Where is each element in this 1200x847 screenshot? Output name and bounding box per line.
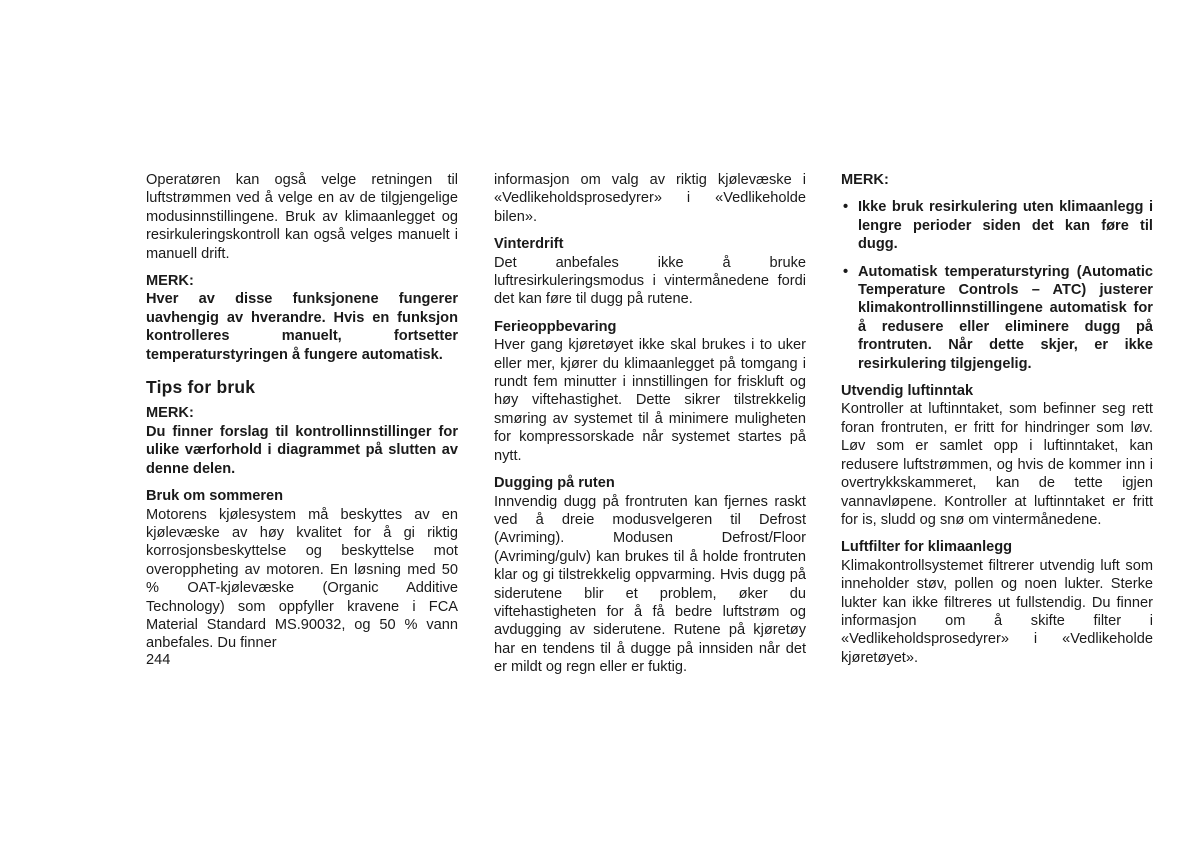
bullet-icon: •: [843, 199, 849, 216]
page-number: 244: [146, 652, 171, 668]
paragraph-vacation: Hver gang kjøretøyet ikke skal brukes i to uker eller mer, kjører du klimaanlegget på tomgang i rundt fem minutter i innstillingen for friskluft og høy viftehastighet. Dette sikrer tilstrekkelig smøring av systemet til å minimere muligheten for kompressorskade når systemet startes på nytt.: [494, 337, 806, 464]
list-item: [841, 263, 1153, 373]
paragraph-air-filter: Klimakontrollsystemet filtrerer utvendig luft som inneholder støv, pollen og noen lukter. Sterke lukter kan ikke filtreres ut fullstendig. Du finner informasjon om å skifte filter i «Vedlikeholdsprosedyrer» i «Vedlikeholde kjøretøyet».: [841, 557, 1153, 666]
paragraph-coolant-info: informasjon om valg av riktig kjølevæske i «Vedlikeholdsprosedyrer» i «Vedlikeholde bilen».: [494, 172, 806, 225]
bullet-icon: •: [843, 263, 849, 280]
note-label: MERK:: [146, 405, 194, 422]
bullet-text: Ikke bruk resirkulering uten klimaanlegg i lengre perioder siden det kan føre til dugg.: [858, 199, 1153, 253]
paragraph-winter: Det anbefales ikke å bruke luftresirkuleringsmodus i vintermånedene fordi det kan føre til dugg på rutene.: [494, 254, 806, 308]
right-column: [841, 171, 1153, 676]
paragraph-fogging: Innvendig dugg på frontruten kan fjernes raskt ved å dreie modusvelgeren til Defrost (Avriming). Modusen Defrost/Floor (Avriming/gulv) kan brukes til å holde frontruten klar og gi tilstrekkelig oppvarming. Hvis dugg på siderutene blir et problem, øker du viftehastigheten for å få bedre luftstrøm og avdugging av siderutene. Rutene på kjøretøy har en tendens til å dugge på innsiden når det er mildt og regn eller er fuktig.: [494, 493, 806, 676]
paragraph-summer: Motorens kjølesystem må beskyttes av en kjølevæske av høy kvalitet for å gi riktig korrosjonsbeskyttelse og beskyttelse mot overoppheting av motoren. En løsning med 50 % OAT-kjølevæske (Organic Additive Technology) som oppfyller kravene i FCA Material Standard MS.90032, og 50 % vann anbefales. Du finner: [146, 506, 458, 652]
bullet-text: Automatisk temperaturstyring (Automatic Temperature Controls – ATC) justerer klimakontrollinnstillingene automatisk for å redusere eller eliminere dugg på frontruten. Når dette skjer, er ikke resirkulering tilgjengelig.: [858, 263, 1153, 372]
subheading-air-filter: Luftfilter for klimaanlegg: [841, 539, 1013, 556]
note-control-settings: Du finner forslag til kontrollinnstillinger for ulike værforhold i diagrammet på slutten av denne delen.: [146, 423, 458, 477]
section-title-tips: Tips for bruk: [146, 377, 256, 398]
subheading-winter: Vinterdrift: [494, 236, 564, 253]
note-label: MERK:: [146, 273, 194, 290]
left-column: [146, 171, 458, 662]
subheading-summer: Bruk om sommeren: [146, 488, 284, 505]
subheading-fogging: Dugging på ruten: [494, 475, 615, 492]
note-bullet-list: [841, 198, 1153, 373]
note-independent-functions: Hver av disse funksjonene fungerer uavhengig av hverandre. Hvis en funksjon kontrolleres manuelt, fortsetter temperaturstyringen å fungere automatisk.: [146, 291, 458, 363]
paragraph-air-direction: Operatøren kan også velge retningen til luftstrømmen ved å velge en av de tilgjengelige modusinnstillingene. Bruk av klimaanlegget og resirkuleringskontroll kan også velges manuelt i manuell drift.: [146, 172, 458, 262]
middle-column: [494, 171, 806, 686]
list-item: [841, 198, 1153, 253]
subheading-air-intake: Utvendig luftinntak: [841, 383, 974, 400]
subheading-vacation: Ferieoppbevaring: [494, 318, 617, 335]
paragraph-air-intake: Kontroller at luftinntaket, som befinner seg rett foran frontruten, er fritt for hindringer som løv. Løv som er samlet opp i luftinntaket, kan redusere luftstrømmen, og hvis de kommer inn i overtrykkskammeret, kan de tette igjen vannavløpene. Kontroller at luftinntaket er fritt for is, sludd og snø om vintermånedene.: [841, 401, 1153, 528]
note-label: MERK:: [841, 172, 889, 188]
